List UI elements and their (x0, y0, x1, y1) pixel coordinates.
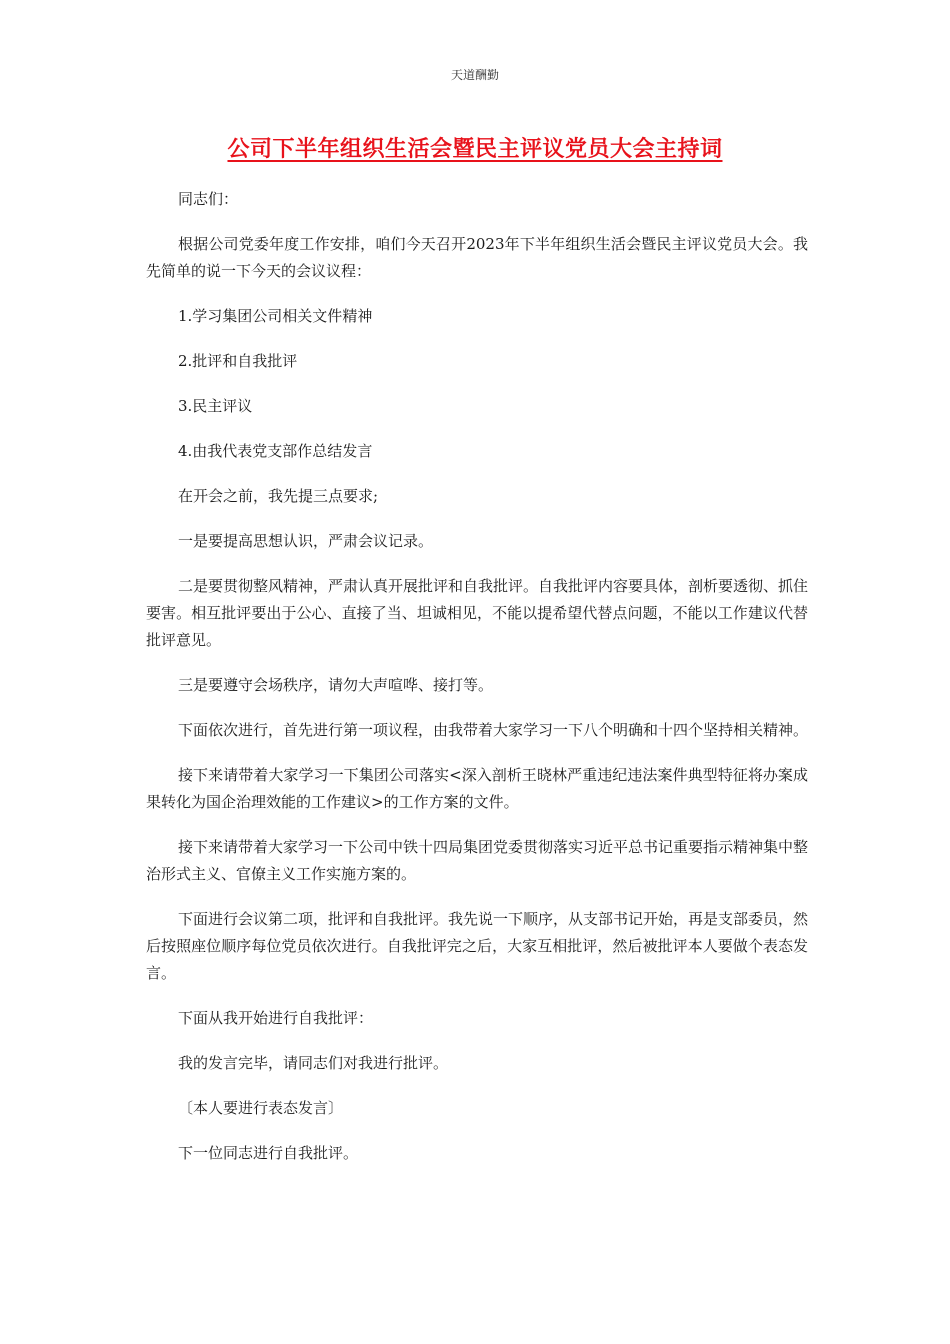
paragraph-statement-note: 〔本人要进行表态发言〕 (178, 1099, 344, 1117)
paragraph-intro: 根据公司党委年度工作安排，咱们今天召开2023年下半年组织生活会暨民主评议党员大会。我先简单的说一下今天的会议议程： (146, 235, 808, 280)
document-title: 公司下半年组织生活会暨民主评议党员大会主持词 (227, 137, 723, 162)
requirement-2: 二是要贯彻整风精神，严肃认真开展批评和自我批评。自我批评内容要具体，剖析要透彻、抓住要害。相互批评要出于公心、直接了当、坦诚相见，不能以提希望代替点问题，不能以工作建议代替批评意见。 (146, 577, 809, 649)
paragraph-study-2: 接下来请带着大家学习一下公司中铁十四局集团党委贯彻落实习近平总书记重要指示精神集中整治形式主义、官僚主义工作实施方案的。 (146, 838, 809, 883)
paragraph-next-comrade: 下一位同志进行自我批评。 (178, 1144, 359, 1162)
paragraph-requirements-intro: 在开会之前，我先提三点要求; (178, 487, 379, 505)
paragraph-agenda-step-2: 下面进行会议第二项，批评和自我批评。我先说一下顺序，从支部书记开始，再是支部委员，然后按照座位顺序每位党员依次进行。自我批评完之后，大家互相批评，然后被批评本人要做个表态发言。 (146, 910, 809, 982)
document-body (146, 186, 808, 1185)
requirement-1: 一是要提高思想认识，严肃会议记录。 (178, 532, 434, 550)
requirement-3: 三是要遵守会场秩序，请勿大声喧哗、接打等。 (178, 676, 494, 694)
paragraph-agenda-step-1: 下面依次进行，首先进行第一项议程，由我带着大家学习一下八个明确和十四个坚持相关精神。 (178, 721, 809, 739)
page-header: 天道酬勤 (450, 68, 499, 82)
paragraph-greeting: 同志们： (178, 190, 239, 208)
agenda-item-2: 2.批评和自我批评 (178, 352, 298, 370)
agenda-item-3: 3.民主评议 (178, 397, 253, 415)
agenda-item-1: 1.学习集团公司相关文件精神 (178, 307, 373, 325)
paragraph-speech-complete: 我的发言完毕，请同志们对我进行批评。 (178, 1054, 449, 1072)
agenda-item-4: 4.由我代表党支部作总结发言 (178, 442, 373, 460)
paragraph-self-criticism-start: 下面从我开始进行自我批评： (178, 1009, 374, 1027)
paragraph-study-1: 接下来请带着大家学习一下集团公司落实<深入剖析王晓林严重违纪违法案件典型特征将办案成果转化为国企治理效能的工作建议>的工作方案的文件。 (146, 766, 808, 811)
